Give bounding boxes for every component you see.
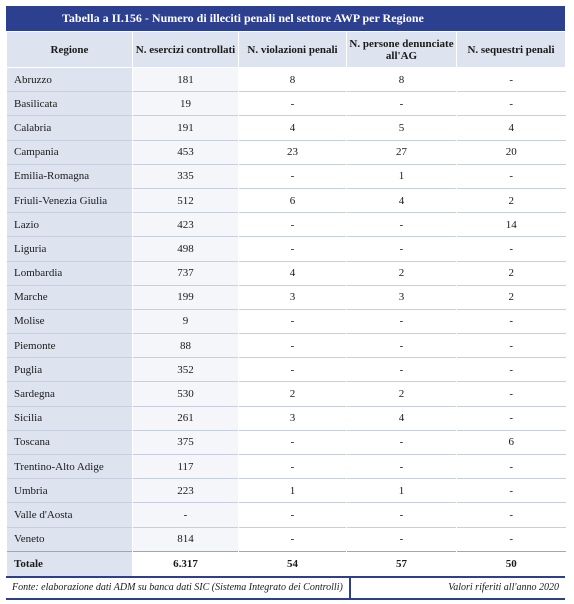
cell-violazioni: 1 [239,479,347,503]
cell-esercizi: 737 [133,261,239,285]
table-row [7,188,566,212]
cell-violazioni: - [239,334,347,358]
cell-sequestri: - [457,479,566,503]
cell-sequestri: 2 [457,285,566,309]
cell-sequestri: - [457,92,566,116]
total-violazioni: 54 [239,551,347,576]
cell-esercizi: 423 [133,213,239,237]
cell-region: Molise [7,309,133,333]
table-row [7,92,566,116]
table-row [7,382,566,406]
cell-esercizi: 498 [133,237,239,261]
cell-region: Lazio [7,213,133,237]
cell-persone: - [347,334,457,358]
table-footer [6,576,565,600]
table-row [7,237,566,261]
cell-persone: - [347,358,457,382]
cell-region: Friuli-Venezia Giulia [7,188,133,212]
cell-violazioni: 4 [239,261,347,285]
table-row [7,430,566,454]
cell-persone: 2 [347,382,457,406]
cell-sequestri: 6 [457,430,566,454]
cell-violazioni: - [239,92,347,116]
cell-region: Toscana [7,430,133,454]
header-esercizi: N. esercizi controllati [133,32,239,68]
cell-persone: 5 [347,116,457,140]
cell-esercizi: 223 [133,479,239,503]
cell-sequestri: 4 [457,116,566,140]
table-row [7,309,566,333]
data-table [6,31,566,576]
cell-region: Trentino-Alto Adige [7,455,133,479]
cell-esercizi: 814 [133,527,239,551]
header-persone: N. persone denunciate all'AG [347,32,457,68]
header-violazioni: N. violazioni penali [239,32,347,68]
cell-persone: 4 [347,406,457,430]
cell-violazioni: - [239,527,347,551]
total-label: Totale [7,551,133,576]
cell-esercizi: 453 [133,140,239,164]
cell-esercizi: 88 [133,334,239,358]
table-row [7,406,566,430]
cell-sequestri: - [457,406,566,430]
cell-violazioni: - [239,430,347,454]
cell-esercizi: 181 [133,68,239,92]
cell-sequestri: 2 [457,188,566,212]
cell-esercizi: 9 [133,309,239,333]
table-title: Tabella a II.156 - Numero di illeciti penali nel settore AWP per Regione [6,6,565,31]
cell-persone: - [347,503,457,527]
table-row [7,503,566,527]
cell-sequestri: - [457,503,566,527]
footer-note: Valori riferiti all'anno 2020 [448,581,559,593]
cell-region: Emilia-Romagna [7,164,133,188]
cell-persone: - [347,309,457,333]
cell-violazioni: 4 [239,116,347,140]
cell-sequestri: - [457,455,566,479]
cell-esercizi: 375 [133,430,239,454]
cell-sequestri: - [457,237,566,261]
cell-region: Sicilia [7,406,133,430]
cell-violazioni: 8 [239,68,347,92]
table-row [7,455,566,479]
cell-persone: 8 [347,68,457,92]
cell-sequestri: - [457,309,566,333]
table-row [7,140,566,164]
cell-sequestri: - [457,68,566,92]
cell-region: Piemonte [7,334,133,358]
cell-persone: 1 [347,479,457,503]
cell-persone: 3 [347,285,457,309]
cell-violazioni: 3 [239,406,347,430]
cell-persone: - [347,237,457,261]
cell-violazioni: 2 [239,382,347,406]
table-body [7,68,566,576]
cell-persone: - [347,455,457,479]
cell-sequestri: 14 [457,213,566,237]
cell-persone: 4 [347,188,457,212]
total-esercizi: 6.317 [133,551,239,576]
cell-region: Lombardia [7,261,133,285]
table-row [7,164,566,188]
cell-violazioni: - [239,309,347,333]
cell-sequestri: - [457,334,566,358]
cell-sequestri: - [457,358,566,382]
cell-region: Marche [7,285,133,309]
cell-violazioni: 23 [239,140,347,164]
table-row [7,358,566,382]
cell-esercizi: 199 [133,285,239,309]
cell-region: Valle d'Aosta [7,503,133,527]
cell-violazioni: - [239,455,347,479]
cell-region: Sardegna [7,382,133,406]
cell-sequestri: 2 [457,261,566,285]
cell-violazioni: - [239,358,347,382]
header-row [7,32,566,68]
table-row [7,479,566,503]
cell-persone: - [347,213,457,237]
cell-persone: - [347,92,457,116]
table-container [6,6,565,600]
cell-region: Campania [7,140,133,164]
cell-sequestri: - [457,382,566,406]
cell-persone: - [347,430,457,454]
cell-esercizi: 335 [133,164,239,188]
header-region: Regione [7,32,133,68]
total-sequestri: 50 [457,551,566,576]
cell-region: Abruzzo [7,68,133,92]
cell-esercizi: 352 [133,358,239,382]
total-persone: 57 [347,551,457,576]
table-row [7,527,566,551]
cell-persone: 2 [347,261,457,285]
cell-persone: - [347,527,457,551]
cell-esercizi: 117 [133,455,239,479]
cell-region: Basilicata [7,92,133,116]
table-row [7,116,566,140]
cell-region: Umbria [7,479,133,503]
cell-esercizi: 512 [133,188,239,212]
table-row [7,334,566,358]
cell-esercizi: 19 [133,92,239,116]
header-sequestri: N. sequestri penali [457,32,566,68]
table-row [7,261,566,285]
total-row [7,551,566,576]
cell-sequestri: 20 [457,140,566,164]
cell-violazioni: 6 [239,188,347,212]
cell-region: Calabria [7,116,133,140]
cell-violazioni: 3 [239,285,347,309]
cell-violazioni: - [239,237,347,261]
cell-sequestri: - [457,527,566,551]
cell-violazioni: - [239,213,347,237]
cell-persone: 27 [347,140,457,164]
table-row [7,68,566,92]
cell-esercizi: 261 [133,406,239,430]
table-row [7,213,566,237]
cell-violazioni: - [239,503,347,527]
table-row [7,285,566,309]
cell-sequestri: - [457,164,566,188]
cell-violazioni: - [239,164,347,188]
cell-region: Veneto [7,527,133,551]
cell-esercizi: 191 [133,116,239,140]
cell-esercizi: - [133,503,239,527]
cell-persone: 1 [347,164,457,188]
cell-region: Liguria [7,237,133,261]
cell-esercizi: 530 [133,382,239,406]
cell-region: Puglia [7,358,133,382]
footer-source: Fonte: elaborazione dati ADM su banca dati SIC (Sistema Integrato dei Controlli) [6,578,351,598]
